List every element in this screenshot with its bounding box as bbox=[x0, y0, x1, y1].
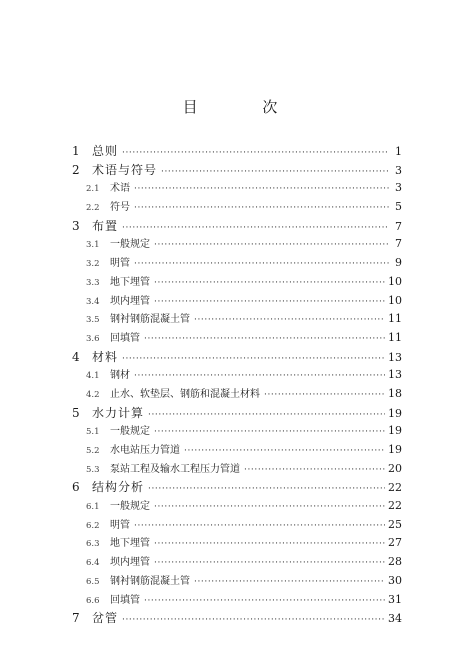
toc-section-entry[interactable] bbox=[72, 235, 402, 254]
toc-entry-number: 6 bbox=[72, 480, 80, 495]
toc-chapter-entry[interactable] bbox=[72, 217, 402, 236]
toc-entry-page-number: 18 bbox=[388, 386, 402, 400]
toc-entry-page-number: 20 bbox=[388, 461, 402, 475]
toc-entry-page-number: 5 bbox=[395, 200, 402, 214]
toc-entry-page-number: 28 bbox=[388, 555, 402, 569]
toc-entry-title: 钢衬钢筋混凝土管 bbox=[110, 314, 190, 326]
toc-entry-title: 一般规定 bbox=[110, 426, 150, 438]
toc-entry-number: 6.4 bbox=[86, 558, 100, 569]
toc-entry-number: 5.3 bbox=[86, 464, 100, 475]
toc-entry-page-number: 9 bbox=[395, 256, 402, 270]
toc-entry-number: 2.2 bbox=[86, 203, 100, 214]
toc-entry-number: 4.2 bbox=[86, 389, 100, 400]
toc-entry-page-number: 31 bbox=[388, 592, 402, 606]
dot-leader bbox=[184, 446, 385, 456]
toc-section-entry[interactable] bbox=[72, 366, 402, 385]
toc-chapter-entry[interactable] bbox=[72, 609, 402, 628]
toc-entry-page-number: 22 bbox=[388, 499, 402, 513]
toc-entry-number: 3.4 bbox=[86, 296, 100, 307]
toc-entry-title: 总则 bbox=[92, 144, 119, 158]
toc-chapter-entry[interactable] bbox=[72, 404, 402, 423]
toc-entry-page-number: 13 bbox=[388, 368, 402, 382]
toc-entry-page-number: 25 bbox=[388, 517, 402, 531]
toc-entry-title: 材料 bbox=[92, 349, 119, 364]
dot-leader bbox=[264, 390, 385, 400]
toc-entry-title: 泵站工程及输水工程压力管道 bbox=[110, 463, 240, 475]
dot-leader bbox=[144, 334, 385, 344]
toc-entry-page-number: 10 bbox=[388, 293, 402, 307]
toc-section-entry[interactable] bbox=[72, 179, 402, 198]
toc-section-entry[interactable] bbox=[72, 516, 402, 535]
dot-leader bbox=[154, 278, 385, 288]
dot-leader bbox=[154, 427, 385, 437]
toc-list bbox=[72, 142, 402, 628]
toc-entry-number: 3.6 bbox=[86, 333, 100, 344]
toc-entry-page-number: 1 bbox=[395, 145, 402, 158]
toc-entry-number: 1 bbox=[72, 144, 80, 158]
toc-entry-number: 4 bbox=[72, 349, 80, 364]
toc-entry-page-number: 34 bbox=[388, 612, 402, 626]
toc-entry-page-number: 7 bbox=[395, 219, 402, 233]
toc-entry-number: 4.1 bbox=[86, 371, 100, 382]
toc-entry-title: 符号 bbox=[110, 202, 130, 214]
toc-entry-number: 5.1 bbox=[86, 427, 100, 438]
toc-entry-title: 钢衬钢筋混凝土管 bbox=[110, 575, 190, 587]
dot-leader bbox=[148, 484, 385, 494]
dot-leader bbox=[154, 240, 389, 250]
toc-entry-number: 6.6 bbox=[86, 595, 100, 606]
toc-entry-title: 岔管 bbox=[92, 611, 119, 626]
toc-section-entry[interactable] bbox=[72, 292, 402, 311]
toc-entry-page-number: 22 bbox=[388, 481, 402, 495]
toc-entry-page-number: 19 bbox=[388, 443, 402, 456]
toc-heading: 目 次 bbox=[182, 98, 308, 116]
toc-entry-number: 2 bbox=[72, 162, 80, 177]
toc-entry-title: 坝内埋管 bbox=[110, 557, 150, 569]
toc-section-entry[interactable] bbox=[72, 273, 402, 292]
dot-leader bbox=[194, 315, 385, 325]
dot-leader bbox=[144, 596, 385, 606]
dot-leader bbox=[134, 184, 389, 194]
dot-leader bbox=[122, 223, 389, 233]
toc-section-entry[interactable] bbox=[72, 591, 402, 610]
toc-entry-title: 水电站压力管道 bbox=[110, 445, 180, 456]
dot-leader bbox=[244, 465, 385, 475]
toc-entry-title: 一般规定 bbox=[110, 501, 150, 513]
toc-section-entry[interactable] bbox=[72, 497, 402, 516]
toc-entry-title: 水力计算 bbox=[92, 405, 145, 420]
toc-entry-number: 6.3 bbox=[86, 539, 100, 550]
toc-chapter-entry[interactable] bbox=[72, 478, 402, 497]
toc-section-entry[interactable] bbox=[72, 329, 402, 348]
toc-section-entry[interactable] bbox=[72, 254, 402, 273]
toc-entry-page-number: 10 bbox=[388, 274, 402, 288]
toc-entry-number: 7 bbox=[72, 611, 80, 626]
toc-entry-page-number: 27 bbox=[388, 536, 402, 550]
dot-leader bbox=[122, 148, 389, 158]
toc-entry-page-number: 7 bbox=[395, 237, 402, 251]
toc-entry-title: 地下埋管 bbox=[110, 276, 150, 288]
toc-entry-title: 术语与符号 bbox=[92, 162, 158, 177]
toc-entry-page-number: 11 bbox=[388, 312, 402, 326]
toc-section-entry[interactable] bbox=[72, 572, 402, 591]
toc-entry-page-number: 30 bbox=[388, 573, 402, 587]
dot-leader bbox=[154, 558, 385, 568]
dot-leader bbox=[134, 259, 389, 269]
toc-entry-page-number: 19 bbox=[388, 424, 402, 438]
dot-leader bbox=[154, 297, 385, 307]
dot-leader bbox=[134, 371, 385, 381]
toc-section-entry[interactable] bbox=[72, 460, 402, 479]
toc-entry-page-number: 19 bbox=[388, 406, 402, 420]
dot-leader bbox=[134, 203, 389, 213]
toc-entry-title: 坝内埋管 bbox=[110, 295, 150, 307]
toc-entry-title: 止水、软垫层、钢筋和混凝土材料 bbox=[110, 388, 260, 400]
toc-entry-number: 5 bbox=[72, 405, 80, 420]
toc-entry-number: 3.2 bbox=[86, 259, 100, 270]
toc-entry-title: 结构分析 bbox=[92, 480, 145, 495]
dot-leader bbox=[122, 615, 385, 625]
toc-entry-number: 6.2 bbox=[86, 520, 100, 531]
toc-entry-page-number: 3 bbox=[395, 181, 402, 195]
dot-leader bbox=[154, 502, 385, 512]
toc-section-entry[interactable] bbox=[72, 385, 402, 404]
toc-section-entry[interactable] bbox=[72, 534, 402, 553]
toc-entry-number: 3.3 bbox=[86, 277, 100, 288]
toc-entry-title: 回填管 bbox=[110, 594, 140, 606]
toc-entry-number: 6.5 bbox=[86, 576, 100, 587]
dot-leader bbox=[122, 354, 385, 364]
toc-section-entry[interactable] bbox=[72, 310, 402, 329]
toc-entry-title: 地下埋管 bbox=[110, 538, 150, 550]
dot-leader bbox=[161, 167, 389, 177]
dot-leader bbox=[194, 577, 385, 587]
toc-chapter-entry[interactable] bbox=[72, 348, 402, 367]
toc-entry-title: 钢材 bbox=[110, 370, 130, 382]
toc-entry-page-number: 3 bbox=[395, 163, 402, 177]
dot-leader bbox=[154, 539, 385, 549]
toc-entry-title: 术语 bbox=[110, 183, 130, 195]
toc-entry-number: 5.2 bbox=[86, 446, 100, 456]
toc-entry-number: 3.1 bbox=[86, 240, 100, 251]
toc-entry-title: 回填管 bbox=[110, 332, 140, 344]
toc-entry-title: 一般规定 bbox=[110, 239, 150, 251]
toc-entry-page-number: 11 bbox=[388, 330, 402, 344]
toc-section-entry[interactable] bbox=[72, 553, 402, 572]
toc-entry-number: 3.5 bbox=[86, 315, 100, 326]
toc-entry-number: 6.1 bbox=[86, 502, 100, 513]
dot-leader bbox=[134, 521, 385, 531]
toc-entry-title: 明管 bbox=[110, 519, 130, 531]
toc-section-entry[interactable] bbox=[72, 198, 402, 217]
dot-leader bbox=[148, 410, 385, 420]
toc-chapter-entry[interactable] bbox=[72, 142, 402, 161]
toc-entry-title: 明管 bbox=[110, 258, 130, 270]
toc-section-entry[interactable] bbox=[72, 441, 402, 460]
toc-entry-number: 2.1 bbox=[86, 184, 100, 195]
toc-section-entry[interactable] bbox=[72, 422, 402, 441]
toc-entry-number: 3 bbox=[72, 218, 80, 233]
toc-entry-title: 布置 bbox=[92, 218, 119, 233]
toc-chapter-entry[interactable] bbox=[72, 161, 402, 180]
toc-entry-page-number: 13 bbox=[388, 350, 402, 364]
